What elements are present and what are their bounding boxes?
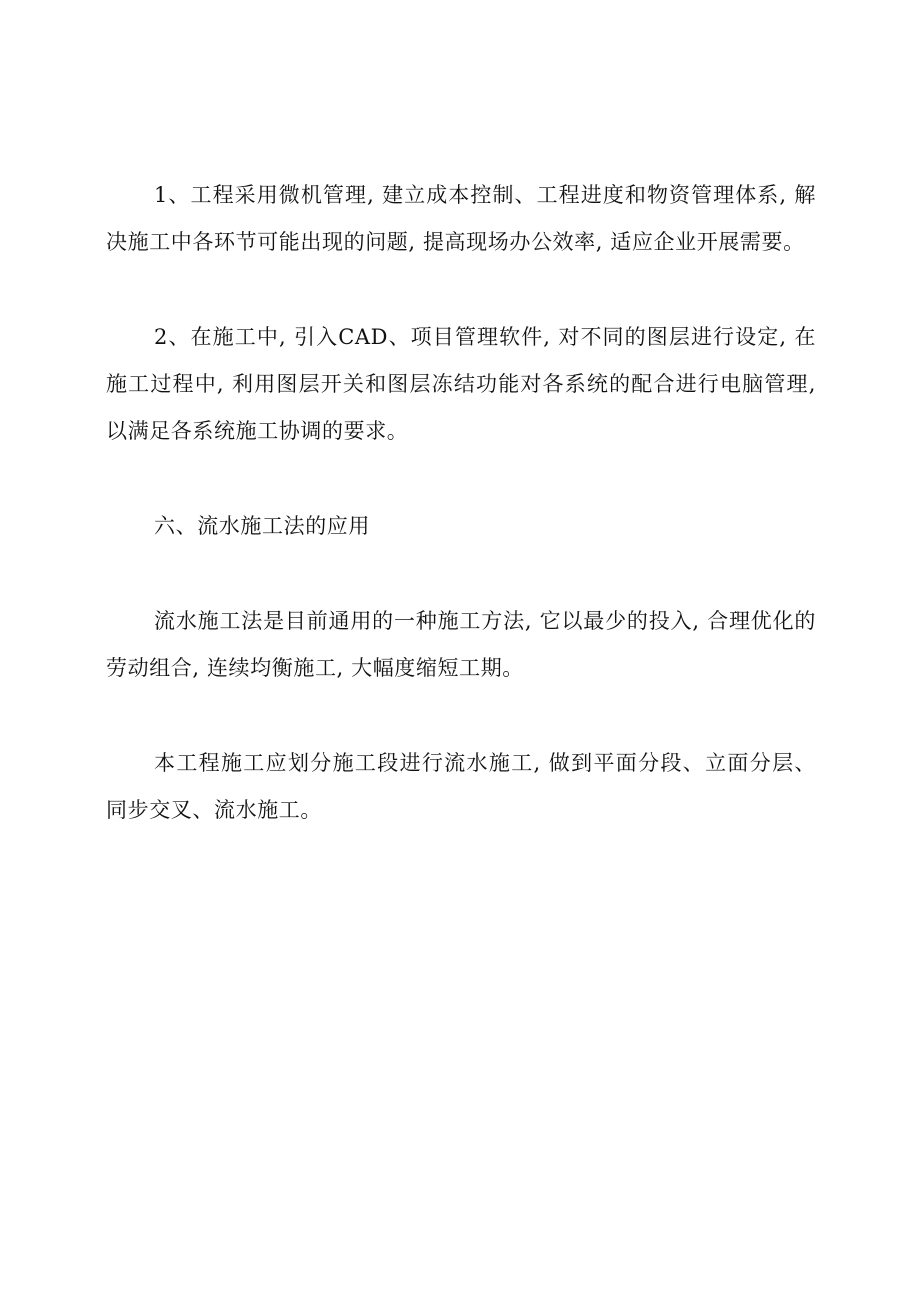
document-body [106, 172, 816, 882]
paragraph-microcomputer-management: 1、工程采用微机管理, 建立成本控制、工程进度和物资管理体系, 解决施工中各环节可能出现的问题, 提高现场办公效率, 适应企业开展需要。 [106, 183, 816, 254]
section-heading: 六、流水施工法的应用 [154, 514, 370, 538]
paragraph-cad-software: 2、在施工中, 引入CAD、项目管理软件, 对不同的图层进行设定, 在施工过程中, 利用图层开关和图层冻结功能对各系统的配合进行电脑管理, 以满足各系统施工协调的要求。 [106, 325, 816, 443]
paragraph-project-segments: 本工程施工应划分施工段进行流水施工, 做到平面分段、立面分层、同步交叉、流水施工。 [106, 751, 816, 822]
paragraph-flow-method: 流水施工法是目前通用的一种施工方法, 它以最少的投入, 合理优化的劳动组合, 连续均衡施工, 大幅度缩短工期。 [106, 609, 816, 680]
